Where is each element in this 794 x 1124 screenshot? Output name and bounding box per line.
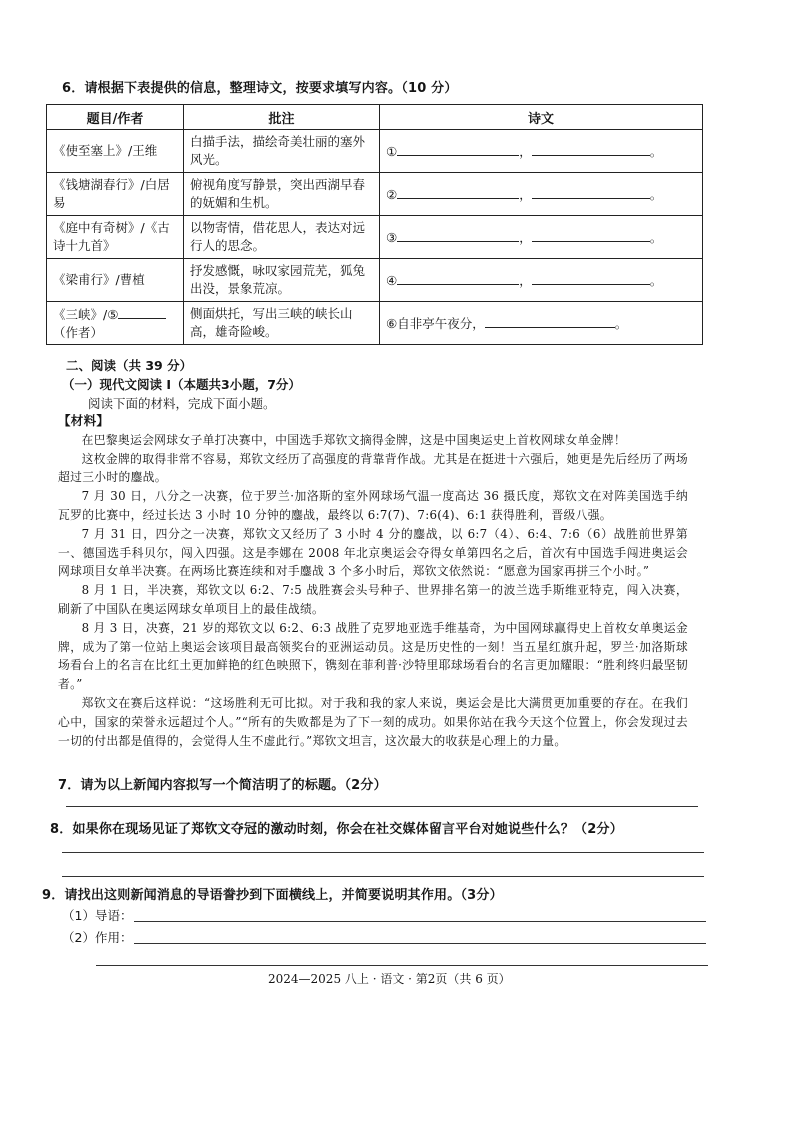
q9-item2-label: （2）作用： [62, 930, 133, 945]
answer-blank[interactable] [397, 141, 519, 156]
q7-heading: 7．请为以上新闻内容拟写一个简洁明了的标题。（2分） [58, 778, 387, 793]
q7-answer-line[interactable] [66, 806, 698, 807]
row-title: 《钱塘湖春行》/白居易 [47, 173, 184, 216]
row-note: 俯视角度写静景，突出西湖早春的妩媚和生机。 [184, 173, 380, 216]
article-paragraph: 7 月 30 日，八分之一决赛，位于罗兰·加洛斯的室外网球场气温一度高达 36 摄氏度，郑钦文在对阵美国选手纳瓦罗的比赛中，经过长达 3 小时 10 分钟的鏖战，最终以 6:7(7)、7:6(4)、6:1 获得胜利，晋级八强。 [58, 489, 688, 522]
row-title [47, 302, 184, 345]
page-footer: 2024—2025 八上 · 语文 · 第2页（共 6 页） [268, 972, 511, 986]
row-title: 《使至塞上》/王维 [47, 130, 184, 173]
answer-blank[interactable] [397, 270, 519, 285]
row-answer [380, 130, 703, 173]
row-note: 抒发感慨，咏叹家园荒芜，狐兔出没，景象荒凉。 [184, 259, 380, 302]
q9-item2-line[interactable] [134, 943, 706, 944]
row-answer [380, 216, 703, 259]
answer-end: 。 [649, 230, 663, 245]
answer-end: 。 [649, 273, 663, 288]
row-title: 《庭中有奇树》/《古诗十九首》 [47, 216, 184, 259]
article-paragraph: 在巴黎奥运会网球女子单打决赛中，中国选手郑钦文摘得金牌，这是中国奥运史上首枚网球女单金牌！ [81, 432, 626, 447]
article-paragraph: 7 月 31 日，四分之一决赛，郑钦文又经历了 3 小时 4 分的鏖战，以 6:7（4）、6:4、7:6（6）战胜前世界第一、德国选手科贝尔，闯入四强。这是李娜在 2008 年北京奥运会夺得女单第四名之后，首次有中国选手闯进奥运会网球项目女单半决赛。在两场比赛连续和对手鏖战 3 个多小时后，郑钦文依然说：“愿意为国家再拼三个小时。” [58, 526, 688, 579]
author-blank[interactable] [118, 304, 166, 319]
answer-blank[interactable] [485, 313, 615, 328]
answer-blank[interactable] [532, 227, 650, 242]
q9-item1-line[interactable] [134, 921, 706, 922]
answer-separator: ， [519, 144, 532, 159]
answer-blank[interactable] [532, 184, 650, 199]
article-paragraph: 8 月 3 日，决赛，21 岁的郑钦文以 6:2、6:3 战胜了克罗地亚选手维基奇，为中国网球赢得史上首枚女单奥运金牌，成为了第一位站上奥运会该项目最高领奖台的亚洲运动员。这是历史性的一刻！当五星红旗升起，罗兰·加洛斯球场看台上的名言在比红土更加鲜艳的红色映照下，镌刻在菲利普·沙特里耶球场看台的名言更加耀眼：“胜利终归最坚韧者。” [58, 620, 688, 692]
answer-end: 。 [649, 144, 663, 159]
answer-number: ③ [386, 230, 398, 245]
row-answer [380, 173, 703, 216]
article-paragraph: 8 月 1 日，半决赛，郑钦文以 6:2、7:5 战胜赛会头号种子、世界排名第一的波兰选手斯维亚特克，闯入决赛，刷新了中国队在奥运网球女单项目上的最佳战绩。 [58, 583, 688, 616]
section2-part1: （一）现代文阅读 Ⅰ（本题共3小题，7分） [62, 377, 301, 392]
answer-blank[interactable] [532, 141, 650, 156]
row-answer [380, 259, 703, 302]
row-note: 侧面烘托，写出三峡的峡长山高，雄奇险峻。 [184, 302, 380, 345]
q8-answer-line[interactable] [62, 876, 704, 877]
answer-separator: ， [519, 273, 532, 288]
q8-heading: 8．如果你在现场见证了郑钦文夺冠的激动时刻，你会在社交媒体留言平台对她说些什么？（2分） [50, 822, 623, 837]
answer-end: 。 [614, 316, 628, 331]
col-title-author: 题目/作者 [47, 105, 184, 130]
answer-number: ② [386, 187, 398, 202]
table-row [47, 216, 703, 259]
q6-heading: 6．请根据下表提供的信息，整理诗文，按要求填写内容。（10 分） [62, 81, 458, 96]
answer-end: 。 [649, 187, 663, 202]
poem-table [46, 104, 703, 345]
q9-item2-line-extra[interactable] [96, 965, 708, 966]
col-poem: 诗文 [380, 105, 703, 130]
answer-separator: ， [519, 187, 532, 202]
answer-blank[interactable] [397, 227, 519, 242]
table-row [47, 130, 703, 173]
material-label: 【材料】 [58, 413, 110, 428]
q9-item1-label: （1）导语： [62, 908, 133, 923]
answer-number: ① [386, 144, 398, 159]
answer-given-text: ⑥自非亭午夜分， [386, 316, 485, 331]
table-row [47, 259, 703, 302]
section2-instruction: 阅读下面的材料，完成下面小题。 [88, 396, 276, 411]
article-paragraph: 这枚金牌的取得非常不容易，郑钦文经历了高强度的背靠背作战。尤其是在挺进十六强后，她更是先后经历了两场超过三小时的鏖战。 [58, 451, 688, 485]
row-title-line1: 《三峡》/⑤ [53, 307, 119, 322]
answer-separator: ， [519, 230, 532, 245]
section2-title: 二、阅读（共 39 分） [66, 358, 193, 373]
table-header-row [47, 105, 703, 130]
q8-answer-line[interactable] [62, 852, 704, 853]
material-article [58, 412, 688, 750]
row-note: 白描手法，描绘奇美壮丽的塞外风光。 [184, 130, 380, 173]
row-note: 以物寄情，借花思人，表达对远行人的思念。 [184, 216, 380, 259]
row-title: 《梁甫行》/曹植 [47, 259, 184, 302]
col-annotation: 批注 [184, 105, 380, 130]
table-row [47, 173, 703, 216]
row-answer [380, 302, 703, 345]
answer-number: ④ [386, 273, 398, 288]
answer-blank[interactable] [397, 184, 519, 199]
table-row [47, 302, 703, 345]
row-title-line2: （作者） [53, 325, 104, 340]
q9-heading: 9．请找出这则新闻消息的导语誊抄到下面横线上，并简要说明其作用。（3分） [42, 888, 503, 903]
answer-blank[interactable] [532, 270, 650, 285]
article-paragraph: 郑钦文在赛后这样说：“这场胜利无可比拟。对于我和我的家人来说，奥运会是比大满贯更加重要的存在。在我们心中，国家的荣誉永远超过个人。”“所有的失败都是为了下一刻的成功。如果你站在我今天这个位置上，你会发现过去一切的付出都是值得的，会觉得人生不虚此行。”郑钦文坦言，这次最大的收获是心理上的力量。 [58, 695, 688, 748]
